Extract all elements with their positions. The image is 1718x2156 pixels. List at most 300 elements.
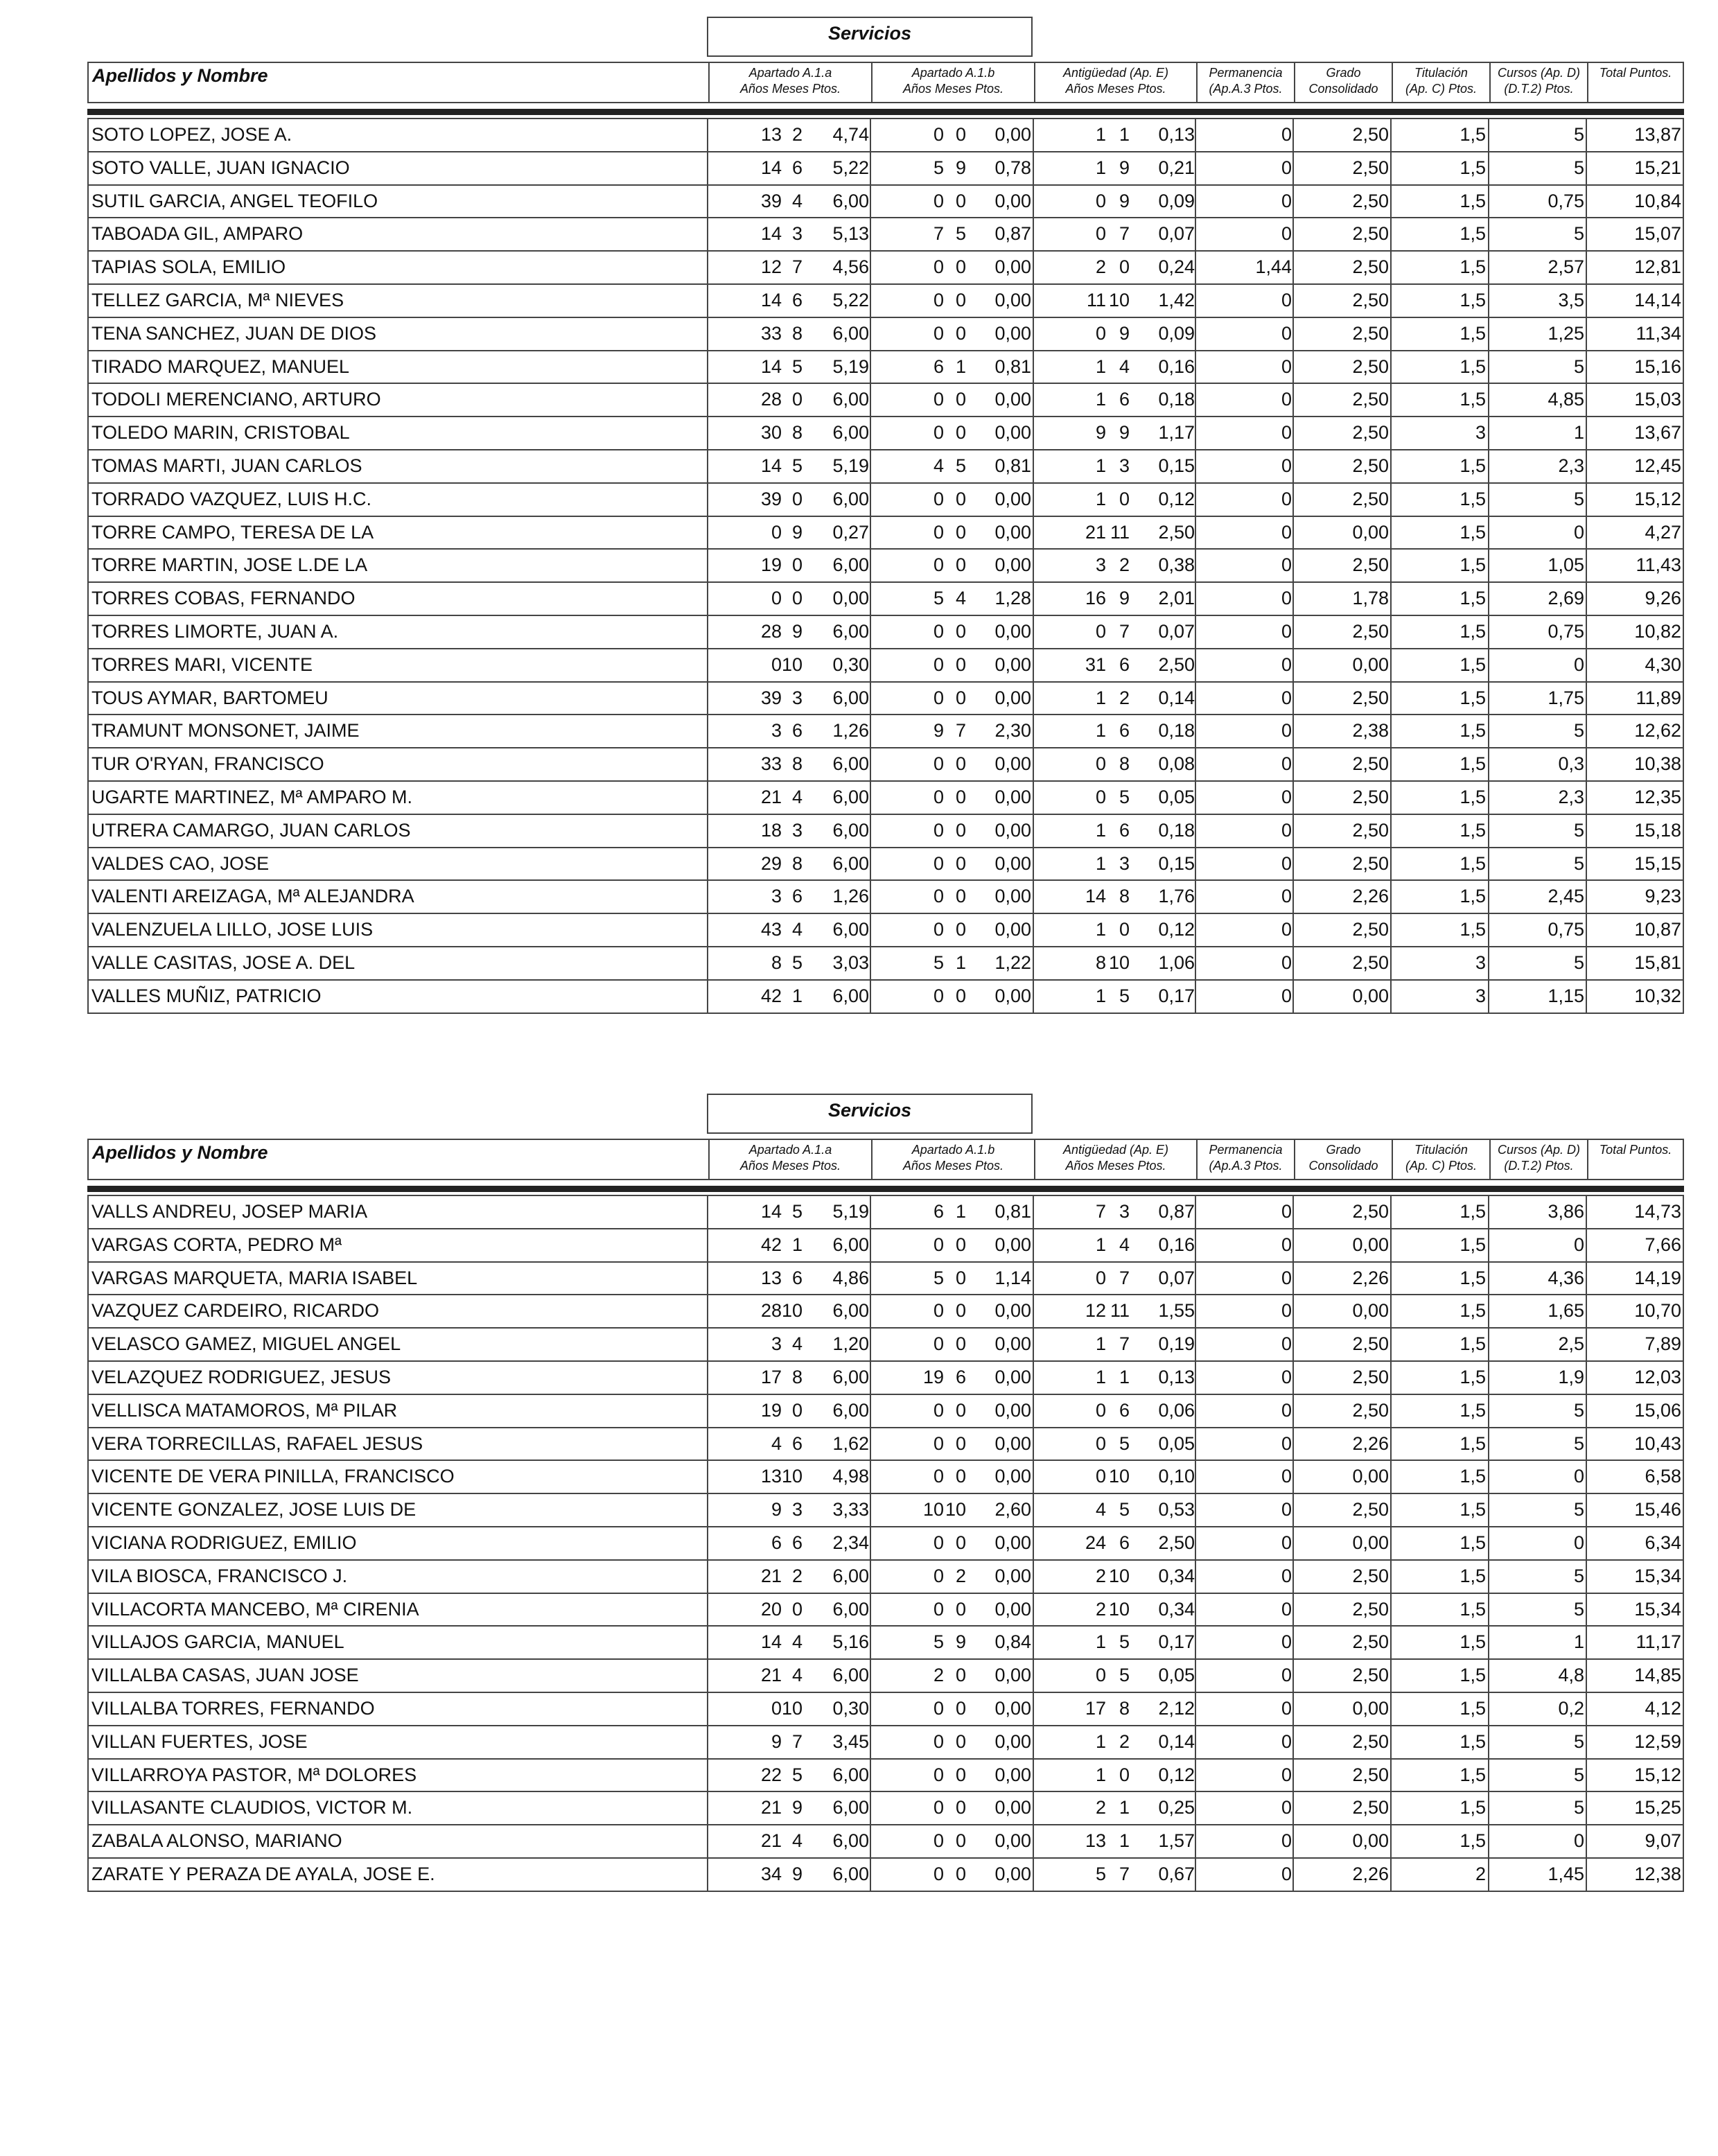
cell-a1b-meses: 0 <box>955 1234 966 1255</box>
cell-a1b-ptos: 0,81 <box>994 1201 1031 1222</box>
cell-grado: 2,50 <box>1352 1333 1389 1355</box>
cell-ant-meses: 0 <box>1119 919 1130 940</box>
cell-ant-ptos: 1,76 <box>1158 886 1195 907</box>
cell-a1b-ptos: 0,00 <box>994 919 1031 940</box>
cell-grado: 2,50 <box>1352 1797 1389 1818</box>
cell-a1a-ptos: 6,00 <box>832 389 869 410</box>
cell-a1b-meses: 0 <box>955 1598 966 1620</box>
cell-ant-anos: 1 <box>1095 852 1106 874</box>
cell-titulacion: 1,5 <box>1460 521 1486 543</box>
cell-a1b-meses: 0 <box>955 289 966 310</box>
cell-titulacion: 1,5 <box>1460 1764 1486 1785</box>
cell-ant-meses: 3 <box>1119 852 1130 874</box>
cell-grado: 2,50 <box>1352 488 1389 509</box>
cell-cursos: 0,3 <box>1558 753 1584 775</box>
cell-a1a-meses: 6 <box>791 720 803 742</box>
cell-titulacion: 1,5 <box>1460 1466 1486 1487</box>
cell-ant-meses: 7 <box>1119 620 1130 642</box>
header-antiguedad: Antigüedad (Ap. E) Años Meses Ptos. <box>1034 1140 1196 1179</box>
cell-ant-anos: 0 <box>1095 786 1106 807</box>
cell-a1b-meses: 0 <box>955 1797 966 1818</box>
cell-a1a-anos: 22 <box>760 1764 782 1785</box>
cell-name: TENA SANCHEZ, JUAN DE DIOS <box>91 322 377 344</box>
header-cursos: Cursos (Ap. D) (D.T.2) Ptos. <box>1489 63 1587 102</box>
cell-a1a-anos: 0 <box>771 588 782 609</box>
cell-total: 14,19 <box>1634 1267 1681 1288</box>
cell-a1b-anos: 0 <box>933 521 944 543</box>
cell-titulacion: 1,5 <box>1460 620 1486 642</box>
cell-grado: 0,00 <box>1352 1830 1389 1852</box>
cell-a1b-ptos: 0,81 <box>994 356 1031 377</box>
cell-titulacion: 1,5 <box>1460 1631 1486 1653</box>
cell-a1b-anos: 0 <box>933 1432 944 1454</box>
cell-a1a-meses: 3 <box>791 1499 803 1520</box>
table-row <box>89 1395 1683 1428</box>
cell-ant-anos: 9 <box>1095 422 1106 444</box>
cell-grado: 2,50 <box>1352 1631 1389 1653</box>
cell-a1a-meses: 0 <box>791 1598 803 1620</box>
cell-grado: 1,78 <box>1352 588 1389 609</box>
cell-total: 7,66 <box>1645 1234 1681 1255</box>
cell-cursos: 1,25 <box>1548 322 1584 344</box>
cell-a1a-meses: 10 <box>781 1697 803 1719</box>
cell-permanencia: 1,44 <box>1255 256 1292 278</box>
cell-permanencia: 0 <box>1281 1863 1292 1884</box>
cell-a1b-anos: 10 <box>922 1499 944 1520</box>
cell-a1b-anos: 7 <box>933 223 944 245</box>
table-row <box>89 1196 1683 1229</box>
header-antiguedad: Antigüedad (Ap. E) Años Meses Ptos. <box>1034 63 1196 102</box>
cell-a1a-ptos: 6,00 <box>832 819 869 841</box>
cell-ant-meses: 5 <box>1119 1499 1130 1520</box>
cell-ant-meses: 0 <box>1119 488 1130 509</box>
cell-name: TORRE MARTIN, JOSE L.DE LA <box>91 554 368 576</box>
cell-ant-meses: 8 <box>1119 1697 1130 1719</box>
cell-a1b-anos: 0 <box>933 819 944 841</box>
cell-permanencia: 0 <box>1281 1797 1292 1818</box>
cell-grado: 0,00 <box>1352 521 1389 543</box>
cell-cursos: 4,8 <box>1558 1665 1584 1686</box>
cell-a1b-ptos: 0,00 <box>994 1366 1031 1387</box>
cell-total: 10,84 <box>1634 190 1681 211</box>
cell-cursos: 0 <box>1573 654 1584 675</box>
header-name: Apellidos y Nombre <box>92 65 268 86</box>
cell-total: 10,43 <box>1634 1432 1681 1454</box>
cell-name: TRAMUNT MONSONET, JAIME <box>91 720 360 742</box>
cell-cursos: 1 <box>1573 1631 1584 1653</box>
cell-a1a-anos: 21 <box>760 786 782 807</box>
cell-a1b-ptos: 0,00 <box>994 1697 1031 1719</box>
cell-a1a-ptos: 0,30 <box>832 654 869 675</box>
cell-a1b-meses: 0 <box>955 1697 966 1719</box>
cell-permanencia: 0 <box>1281 554 1292 576</box>
cell-grado: 0,00 <box>1352 1234 1389 1255</box>
cell-titulacion: 1,5 <box>1460 786 1486 807</box>
cell-a1b-anos: 0 <box>933 786 944 807</box>
cell-a1a-anos: 14 <box>760 289 782 310</box>
cell-name: VICIANA RODRIGUEZ, EMILIO <box>91 1532 357 1553</box>
cell-cursos: 2,3 <box>1558 786 1584 807</box>
cell-cursos: 0 <box>1573 1466 1584 1487</box>
cell-a1a-ptos: 6,00 <box>832 1234 869 1255</box>
cell-a1b-anos: 0 <box>933 256 944 278</box>
cell-a1b-meses: 0 <box>955 322 966 344</box>
cell-ant-ptos: 0,19 <box>1158 1333 1195 1355</box>
cell-a1a-meses: 9 <box>791 620 803 642</box>
cell-ant-ptos: 1,55 <box>1158 1300 1195 1322</box>
header-name: Apellidos y Nombre <box>92 1142 268 1163</box>
cell-ant-meses: 6 <box>1119 819 1130 841</box>
cell-ant-anos: 0 <box>1095 190 1106 211</box>
cell-cursos: 1,45 <box>1548 1863 1584 1884</box>
cell-a1b-anos: 0 <box>933 488 944 509</box>
table-row <box>89 715 1683 748</box>
cell-grado: 2,50 <box>1352 1499 1389 1520</box>
table-row <box>89 981 1683 1014</box>
cell-a1a-anos: 13 <box>760 1466 782 1487</box>
cell-permanencia: 0 <box>1281 1201 1292 1222</box>
cell-permanencia: 0 <box>1281 786 1292 807</box>
cell-permanencia: 0 <box>1281 687 1292 708</box>
cell-a1a-meses: 7 <box>791 1730 803 1752</box>
cell-cursos: 5 <box>1573 223 1584 245</box>
cell-a1b-meses: 0 <box>955 1300 966 1322</box>
cell-a1a-ptos: 6,00 <box>832 1830 869 1852</box>
cell-a1b-ptos: 0,00 <box>994 1665 1031 1686</box>
cell-a1b-anos: 0 <box>933 1863 944 1884</box>
cell-a1b-meses: 0 <box>955 521 966 543</box>
cell-titulacion: 1,5 <box>1460 1499 1486 1520</box>
cell-a1b-ptos: 2,30 <box>994 720 1031 742</box>
table-row <box>89 1362 1683 1395</box>
cell-name: VILLACORTA MANCEBO, Mª CIRENIA <box>91 1598 419 1620</box>
cell-name: VARGAS MARQUETA, MARIA ISABEL <box>91 1267 418 1288</box>
cell-a1a-ptos: 0,00 <box>832 588 869 609</box>
cell-a1b-anos: 0 <box>933 620 944 642</box>
cell-titulacion: 1,5 <box>1460 488 1486 509</box>
cell-titulacion: 1,5 <box>1460 1730 1486 1752</box>
cell-a1b-meses: 0 <box>955 786 966 807</box>
cell-cursos: 5 <box>1573 1797 1584 1818</box>
cell-a1b-ptos: 0,00 <box>994 1764 1031 1785</box>
cell-name: TORRES LIMORTE, JUAN A. <box>91 620 339 642</box>
cell-cursos: 5 <box>1573 852 1584 874</box>
cell-a1b-ptos: 2,60 <box>994 1499 1031 1520</box>
column-header-row <box>87 1139 1684 1180</box>
cell-a1a-anos: 39 <box>760 190 782 211</box>
cell-a1b-meses: 4 <box>955 588 966 609</box>
cell-cursos: 2,69 <box>1548 588 1584 609</box>
cell-a1b-ptos: 0,00 <box>994 1333 1031 1355</box>
cell-a1a-meses: 8 <box>791 322 803 344</box>
cell-ant-meses: 1 <box>1119 124 1130 145</box>
cell-cursos: 5 <box>1573 1399 1584 1421</box>
cell-a1a-meses: 7 <box>791 256 803 278</box>
cell-a1a-anos: 14 <box>760 157 782 178</box>
cell-a1b-meses: 0 <box>955 852 966 874</box>
table-row <box>89 782 1683 815</box>
cell-a1a-meses: 5 <box>791 1201 803 1222</box>
cell-a1a-meses: 6 <box>791 157 803 178</box>
cell-ant-ptos: 0,12 <box>1158 488 1195 509</box>
cell-name: VELASCO GAMEZ, MIGUEL ANGEL <box>91 1333 401 1355</box>
header-total: Total Puntos. <box>1587 1140 1683 1179</box>
cell-a1a-anos: 17 <box>760 1366 782 1387</box>
column-header-row <box>87 62 1684 103</box>
cell-name: VILLALBA TORRES, FERNANDO <box>91 1697 375 1719</box>
cell-total: 6,34 <box>1645 1532 1681 1553</box>
cell-grado: 0,00 <box>1352 985 1389 1006</box>
cell-titulacion: 1,5 <box>1460 1300 1486 1322</box>
cell-a1a-anos: 19 <box>760 1399 782 1421</box>
cell-a1a-meses: 10 <box>781 1466 803 1487</box>
cell-a1a-ptos: 6,00 <box>832 786 869 807</box>
cell-a1a-meses: 0 <box>791 488 803 509</box>
cell-a1b-anos: 0 <box>933 289 944 310</box>
cell-a1b-meses: 0 <box>955 422 966 444</box>
cell-titulacion: 1,5 <box>1460 124 1486 145</box>
table-row <box>89 1859 1683 1892</box>
cell-grado: 2,26 <box>1352 1432 1389 1454</box>
cell-a1a-ptos: 6,00 <box>832 1764 869 1785</box>
cell-cursos: 5 <box>1573 488 1584 509</box>
cell-name: VALENZUELA LILLO, JOSE LUIS <box>91 919 374 940</box>
cell-a1b-ptos: 0,00 <box>994 1565 1031 1586</box>
cell-cursos: 2,57 <box>1548 256 1584 278</box>
cell-a1b-anos: 0 <box>933 1764 944 1785</box>
cell-a1a-ptos: 6,00 <box>832 1665 869 1686</box>
cell-ant-meses: 5 <box>1119 1665 1130 1686</box>
cell-a1b-ptos: 0,00 <box>994 620 1031 642</box>
cell-grado: 2,50 <box>1352 852 1389 874</box>
cell-grado: 0,00 <box>1352 1300 1389 1322</box>
cell-a1a-ptos: 3,45 <box>832 1730 869 1752</box>
cell-ant-anos: 2 <box>1095 1565 1106 1586</box>
cell-a1b-ptos: 0,00 <box>994 1863 1031 1884</box>
cell-grado: 2,50 <box>1352 1764 1389 1785</box>
cell-ant-anos: 1 <box>1095 1631 1106 1653</box>
cell-grado: 2,50 <box>1352 1730 1389 1752</box>
table-row <box>89 1660 1683 1693</box>
table-row <box>89 1627 1683 1660</box>
cell-name: VALLS ANDREU, JOSEP MARIA <box>91 1201 368 1222</box>
table-row <box>89 1295 1683 1329</box>
cell-name: VELLISCA MATAMOROS, Mª PILAR <box>91 1399 398 1421</box>
table-row <box>89 252 1683 285</box>
cell-a1a-ptos: 6,00 <box>832 554 869 576</box>
cell-titulacion: 1,5 <box>1460 455 1486 476</box>
cell-titulacion: 1,5 <box>1460 1598 1486 1620</box>
cell-cursos: 4,36 <box>1548 1267 1584 1288</box>
cell-a1a-ptos: 0,27 <box>832 521 869 543</box>
cell-a1a-anos: 0 <box>771 521 782 543</box>
cell-a1b-ptos: 0,87 <box>994 223 1031 245</box>
cell-grado: 2,50 <box>1352 952 1389 973</box>
table-row <box>89 748 1683 782</box>
cell-cursos: 0,75 <box>1548 190 1584 211</box>
cell-name: VILLASANTE CLAUDIOS, VICTOR M. <box>91 1797 413 1818</box>
cell-a1a-ptos: 6,00 <box>832 1863 869 1884</box>
cell-a1b-anos: 19 <box>922 1366 944 1387</box>
cell-a1a-meses: 9 <box>791 1863 803 1884</box>
cell-ant-ptos: 2,50 <box>1158 654 1195 675</box>
cell-permanencia: 0 <box>1281 1267 1292 1288</box>
cell-a1a-anos: 14 <box>760 455 782 476</box>
cell-a1a-meses: 5 <box>791 1764 803 1785</box>
cell-total: 15,12 <box>1634 1764 1681 1785</box>
cell-ant-ptos: 1,06 <box>1158 952 1195 973</box>
cell-ant-meses: 6 <box>1119 1532 1130 1553</box>
cell-a1b-anos: 6 <box>933 356 944 377</box>
cell-a1b-anos: 2 <box>933 1665 944 1686</box>
cell-a1a-anos: 18 <box>760 819 782 841</box>
cell-ant-meses: 1 <box>1119 1830 1130 1852</box>
cell-ant-anos: 1 <box>1095 985 1106 1006</box>
cell-ant-meses: 7 <box>1119 1333 1130 1355</box>
cell-titulacion: 1,5 <box>1460 1532 1486 1553</box>
cell-a1a-meses: 8 <box>791 422 803 444</box>
cell-ant-meses: 7 <box>1119 223 1130 245</box>
cell-total: 12,59 <box>1634 1730 1681 1752</box>
table-row <box>89 583 1683 616</box>
cell-a1a-ptos: 6,00 <box>832 1399 869 1421</box>
cell-ant-anos: 3 <box>1095 554 1106 576</box>
cell-permanencia: 0 <box>1281 356 1292 377</box>
cell-grado: 0,00 <box>1352 1466 1389 1487</box>
cell-cursos: 5 <box>1573 356 1584 377</box>
cell-ant-meses: 3 <box>1119 1201 1130 1222</box>
cell-ant-ptos: 0,67 <box>1158 1863 1195 1884</box>
cell-total: 15,18 <box>1634 819 1681 841</box>
cell-ant-ptos: 1,42 <box>1158 289 1195 310</box>
cell-a1a-ptos: 6,00 <box>832 1300 869 1322</box>
cell-a1a-meses: 4 <box>791 919 803 940</box>
cell-permanencia: 0 <box>1281 1532 1292 1553</box>
cell-permanencia: 0 <box>1281 1565 1292 1586</box>
servicios-header: Servicios <box>707 1094 1033 1134</box>
cell-a1b-ptos: 0,00 <box>994 1532 1031 1553</box>
cell-a1a-ptos: 6,00 <box>832 1366 869 1387</box>
table-row <box>89 1527 1683 1561</box>
cell-titulacion: 1,5 <box>1460 720 1486 742</box>
cell-cursos: 1,75 <box>1548 687 1584 708</box>
cell-ant-anos: 12 <box>1085 1300 1106 1322</box>
cell-a1a-anos: 34 <box>760 1863 782 1884</box>
cell-name: VILLALBA CASAS, JUAN JOSE <box>91 1665 359 1686</box>
cell-ant-ptos: 0,05 <box>1158 786 1195 807</box>
cell-ant-meses: 4 <box>1119 1234 1130 1255</box>
cell-a1b-anos: 0 <box>933 687 944 708</box>
cell-ant-anos: 0 <box>1095 1432 1106 1454</box>
cell-ant-ptos: 0,09 <box>1158 322 1195 344</box>
cell-cursos: 0,75 <box>1548 620 1584 642</box>
cell-a1b-meses: 0 <box>955 1466 966 1487</box>
cell-ant-meses: 2 <box>1119 554 1130 576</box>
cell-a1a-anos: 28 <box>760 389 782 410</box>
cell-total: 15,25 <box>1634 1797 1681 1818</box>
cell-titulacion: 1,5 <box>1460 819 1486 841</box>
cell-a1b-anos: 4 <box>933 455 944 476</box>
cell-a1b-ptos: 0,00 <box>994 521 1031 543</box>
cell-total: 12,35 <box>1634 786 1681 807</box>
cell-a1b-ptos: 0,00 <box>994 124 1031 145</box>
cell-titulacion: 1,5 <box>1460 1399 1486 1421</box>
cell-cursos: 0 <box>1573 521 1584 543</box>
cell-a1a-anos: 4 <box>771 1432 782 1454</box>
cell-a1a-ptos: 3,03 <box>832 952 869 973</box>
header-a1b: Apartado A.1.b Años Meses Ptos. <box>871 63 1034 102</box>
cell-a1a-ptos: 6,00 <box>832 1598 869 1620</box>
cell-ant-ptos: 0,08 <box>1158 753 1195 775</box>
cell-grado: 2,50 <box>1352 289 1389 310</box>
cell-a1b-ptos: 0,00 <box>994 1300 1031 1322</box>
cell-titulacion: 1,5 <box>1460 886 1486 907</box>
cell-ant-ptos: 0,07 <box>1158 1267 1195 1288</box>
cell-a1a-meses: 0 <box>791 389 803 410</box>
cell-ant-ptos: 0,13 <box>1158 1366 1195 1387</box>
cell-ant-anos: 1 <box>1095 1234 1106 1255</box>
cell-a1a-meses: 6 <box>791 289 803 310</box>
cell-ant-meses: 9 <box>1119 588 1130 609</box>
cell-a1a-meses: 5 <box>791 356 803 377</box>
cell-a1b-meses: 10 <box>945 1499 966 1520</box>
header-rule <box>87 109 1684 115</box>
cell-ant-meses: 8 <box>1119 753 1130 775</box>
cell-titulacion: 1,5 <box>1460 389 1486 410</box>
cell-ant-meses: 11 <box>1110 521 1130 543</box>
cell-ant-meses: 5 <box>1119 1631 1130 1653</box>
header-cursos: Cursos (Ap. D) (D.T.2) Ptos. <box>1489 1140 1587 1179</box>
cell-a1b-anos: 0 <box>933 1532 944 1553</box>
cell-ant-anos: 1 <box>1095 157 1106 178</box>
cell-name: UGARTE MARTINEZ, Mª AMPARO M. <box>91 786 413 807</box>
cell-permanencia: 0 <box>1281 1764 1292 1785</box>
cell-a1b-meses: 1 <box>955 1201 966 1222</box>
cell-a1b-meses: 5 <box>955 223 966 245</box>
cell-cursos: 1,65 <box>1548 1300 1584 1322</box>
cell-ant-meses: 7 <box>1119 1863 1130 1884</box>
cell-name: TODOLI MERENCIANO, ARTURO <box>91 389 381 410</box>
cell-a1b-anos: 0 <box>933 1697 944 1719</box>
cell-titulacion: 1,5 <box>1460 1697 1486 1719</box>
table-row <box>89 947 1683 981</box>
cell-a1a-anos: 42 <box>760 1234 782 1255</box>
cell-ant-anos: 0 <box>1095 1267 1106 1288</box>
cell-a1a-anos: 6 <box>771 1532 782 1553</box>
cell-a1b-meses: 0 <box>955 819 966 841</box>
cell-ant-anos: 7 <box>1095 1201 1106 1222</box>
cell-a1b-ptos: 0,00 <box>994 1466 1031 1487</box>
table-row <box>89 815 1683 848</box>
cell-ant-anos: 5 <box>1095 1863 1106 1884</box>
table-row <box>89 1693 1683 1726</box>
cell-name: TORRES MARI, VICENTE <box>91 654 313 675</box>
cell-a1a-anos: 33 <box>760 322 782 344</box>
cell-a1a-anos: 39 <box>760 687 782 708</box>
cell-grado: 2,50 <box>1352 819 1389 841</box>
cell-permanencia: 0 <box>1281 1399 1292 1421</box>
table-row <box>89 218 1683 252</box>
cell-titulacion: 3 <box>1475 985 1486 1006</box>
cell-permanencia: 0 <box>1281 1333 1292 1355</box>
cell-a1b-meses: 0 <box>955 919 966 940</box>
cell-a1b-anos: 0 <box>933 190 944 211</box>
cell-total: 13,87 <box>1634 124 1681 145</box>
cell-a1b-meses: 0 <box>955 256 966 278</box>
cell-ant-anos: 8 <box>1095 952 1106 973</box>
cell-ant-meses: 10 <box>1108 952 1130 973</box>
cell-total: 11,17 <box>1636 1631 1681 1653</box>
